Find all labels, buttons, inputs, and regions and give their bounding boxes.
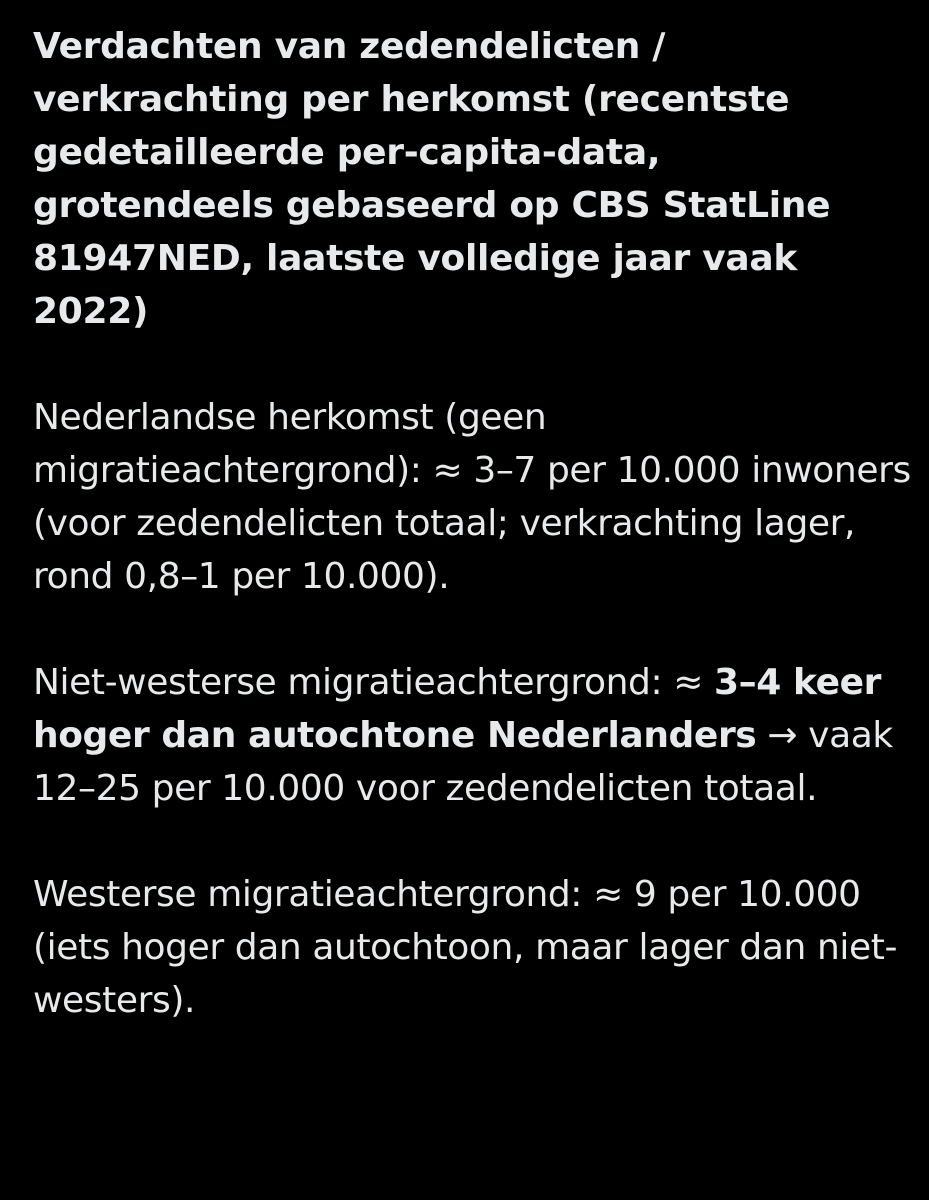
paragraph-non-western-emphasis: 3–4 keer hoger dan autochtone Nederlanders: [33, 662, 882, 756]
post-heading: Verdachten van zedendelicten / verkrachting per herkomst (recentste gedetailleerde per-capita-data, grotendeels gebaseerd op CBS StatLine 81947NED, laatste volledige jaar vaak 2022): [33, 26, 831, 332]
paragraph-non-western: [33, 656, 913, 815]
paragraph-non-western-intro: Niet-westerse migratieachtergrond: ≈: [33, 662, 715, 703]
post-text: [33, 20, 913, 1027]
paragraph-non-western-rest: → vaak 12–25 per 10.000 voor zedendelicten totaal.: [33, 715, 893, 809]
paragraph-western: Westerse migratieachtergrond: ≈ 9 per 10.000 (iets hoger dan autochtoon, maar lager dan niet-westers).: [33, 874, 898, 1021]
paragraph-dutch-origin: Nederlandse herkomst (geen migratieachtergrond): ≈ 3–7 per 10.000 inwoners (voor zedendelicten totaal; verkrachting lager, rond 0,8–1 per 10.000).: [33, 397, 911, 597]
